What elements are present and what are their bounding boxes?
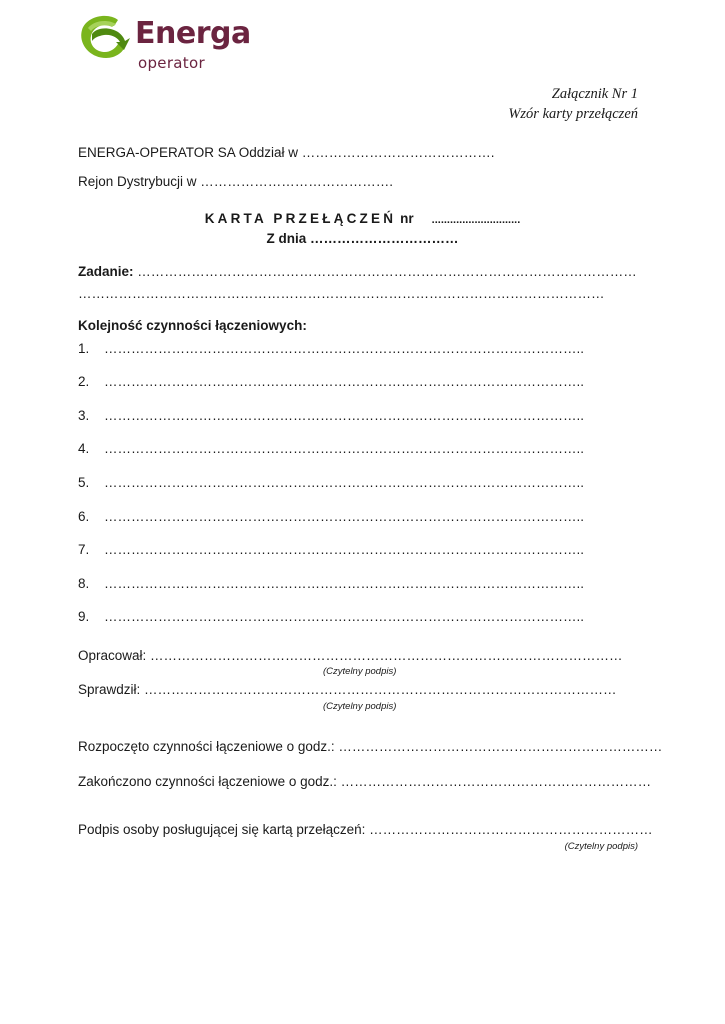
step-row: [78, 609, 584, 625]
energa-operator-logo: [78, 14, 258, 76]
step-dots: ……………………………………………………………………………………………..: [104, 341, 585, 356]
operator-signature-field: Podpis osoby posługującej się kartą przełączeń: ………………………………………………………: [78, 822, 653, 837]
step-number: 8.: [78, 576, 90, 591]
step-number: 9.: [78, 609, 90, 624]
logo-wordmark: Energa: [135, 16, 251, 51]
annex-number: Załącznik Nr 1: [551, 86, 638, 102]
step-number: 6.: [78, 509, 90, 524]
step-dots: ……………………………………………………………………………………………..: [104, 441, 585, 456]
step-dots: ……………………………………………………………………………………………..: [104, 475, 585, 490]
step-dots: ……………………………………………………………………………………………..: [104, 408, 585, 423]
task-dots-2: ………………………………………………………………………………………………………: [78, 286, 605, 301]
steps-heading: Kolejność czynności łączeniowych:: [78, 318, 307, 333]
energa-swirl-logo-icon: [78, 14, 130, 62]
card-title: [0, 211, 725, 226]
step-row: [78, 542, 584, 558]
step-row: [78, 576, 584, 592]
step-row: [78, 341, 584, 357]
step-number: 3.: [78, 408, 90, 423]
step-number: 5.: [78, 475, 90, 490]
card-number-field: .............................: [431, 214, 521, 226]
branch-field: ENERGA-OPERATOR SA Oddział w …………………………………….: [78, 145, 495, 160]
prepared-by-caption: (Czytelny podpis): [323, 666, 397, 677]
step-row: [78, 441, 584, 457]
task-dots-1: …………………………………………………………………………………………………: [133, 264, 637, 279]
step-dots: ……………………………………………………………………………………………..: [104, 576, 585, 591]
checked-by-field: Sprawdził: ……………………………………………………………………………………………: [78, 682, 617, 697]
step-number: 4.: [78, 441, 90, 456]
prepared-by-field: Opracował: ……………………………………………………………………………………………: [78, 648, 623, 663]
step-dots: ……………………………………………………………………………………………..: [104, 609, 585, 624]
task-label: Zadanie:: [78, 264, 134, 279]
start-time-field: Rozpoczęto czynności łączeniowe o godz.: ………………………………………………………………: [78, 739, 663, 754]
operator-signature-caption: (Czytelny podpis): [564, 841, 638, 852]
card-title-nr: nr: [400, 211, 414, 226]
step-row: [78, 374, 584, 390]
region-field: Rejon Dystrybucji w …………………………………….: [78, 174, 394, 189]
step-dots: ……………………………………………………………………………………………..: [104, 542, 585, 557]
logo-subtitle: operator: [138, 54, 205, 72]
step-row: [78, 475, 584, 491]
card-date-field: Z dnia ……………………………: [266, 231, 459, 246]
step-number: 7.: [78, 542, 90, 557]
task-field: [78, 264, 637, 280]
step-number: 1.: [78, 341, 90, 356]
end-time-field: Zakończono czynności łączeniowe o godz.: ……………………………………………………………: [78, 774, 652, 789]
step-dots: ……………………………………………………………………………………………..: [104, 374, 585, 389]
step-row: [78, 509, 584, 525]
annex-description: Wzór karty przełączeń: [508, 106, 638, 122]
step-dots: ……………………………………………………………………………………………..: [104, 509, 585, 524]
step-row: [78, 408, 584, 424]
card-title-main: KARTA PRZEŁĄCZEŃ: [204, 211, 397, 226]
checked-by-caption: (Czytelny podpis): [323, 701, 397, 712]
step-number: 2.: [78, 374, 90, 389]
